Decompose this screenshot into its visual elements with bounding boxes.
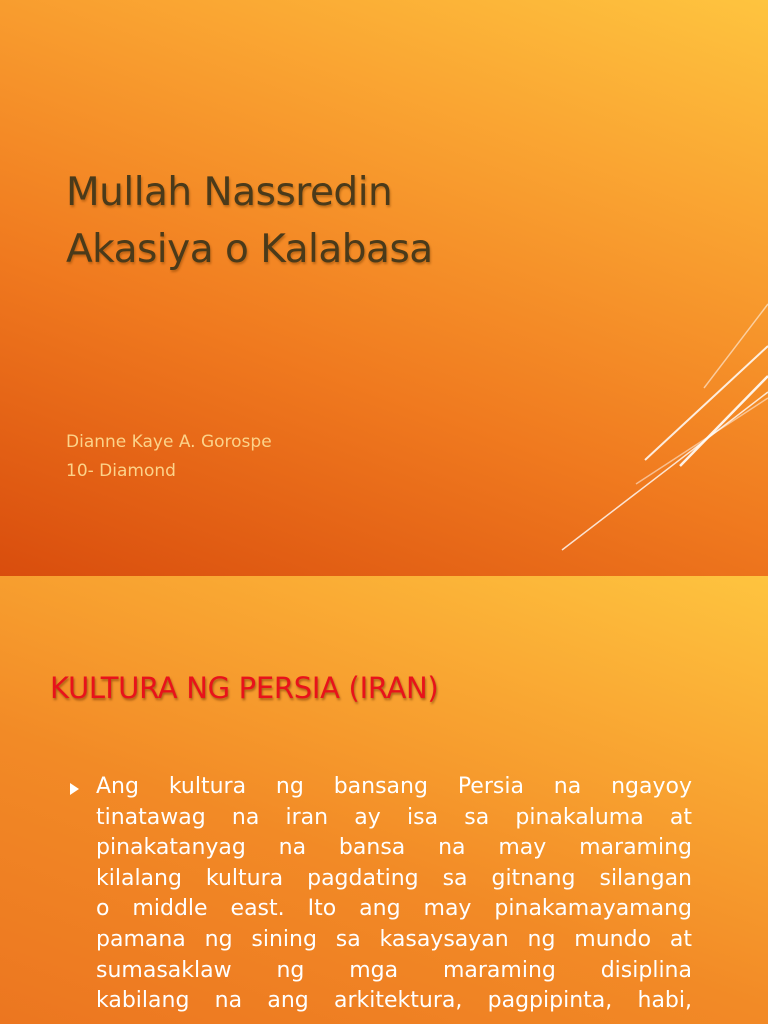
content-slide <box>0 576 768 1024</box>
triangle-bullet-icon <box>70 783 79 795</box>
deco-line-4 <box>636 398 768 484</box>
deco-line-3 <box>680 376 768 466</box>
slide-heading: KULTURA NG PERSIA (IRAN) <box>50 671 439 705</box>
bullet-item <box>70 772 692 1017</box>
title-line-2: Akasiya o Kalabasa <box>66 227 433 272</box>
bullet-line-7: sumasaklaw ng mga maraming disiplina <box>96 957 692 983</box>
bullet-line-1: Ang kultura ng bansang Persia na ngayoy <box>96 774 692 799</box>
bullet-line-4: kilalang kultura pagdating sa gitnang silangan <box>96 865 692 891</box>
bullet-line-6: pamana ng sining sa kasaysayan ng mundo at <box>96 926 692 952</box>
title-line-1: Mullah Nassredin <box>66 170 393 215</box>
bullet-line-5: o middle east. Ito ang may pinakamayamang <box>96 896 692 922</box>
author-name: Dianne Kaye A. Gorospe <box>66 432 272 452</box>
bullet-line-8: kabilang na ang arkitektura, pagpipinta, habi, <box>96 988 692 1014</box>
bullet-text <box>70 772 692 1017</box>
bullet-line-3: pinakatanyag na bansa na may maraming <box>96 835 692 861</box>
deco-line-5 <box>562 392 768 550</box>
bullet-line-2: tinatawag na iran ay isa sa pinakaluma at <box>96 804 692 830</box>
class-section: 10- Diamond <box>66 461 176 481</box>
deco-line-2 <box>645 346 768 460</box>
